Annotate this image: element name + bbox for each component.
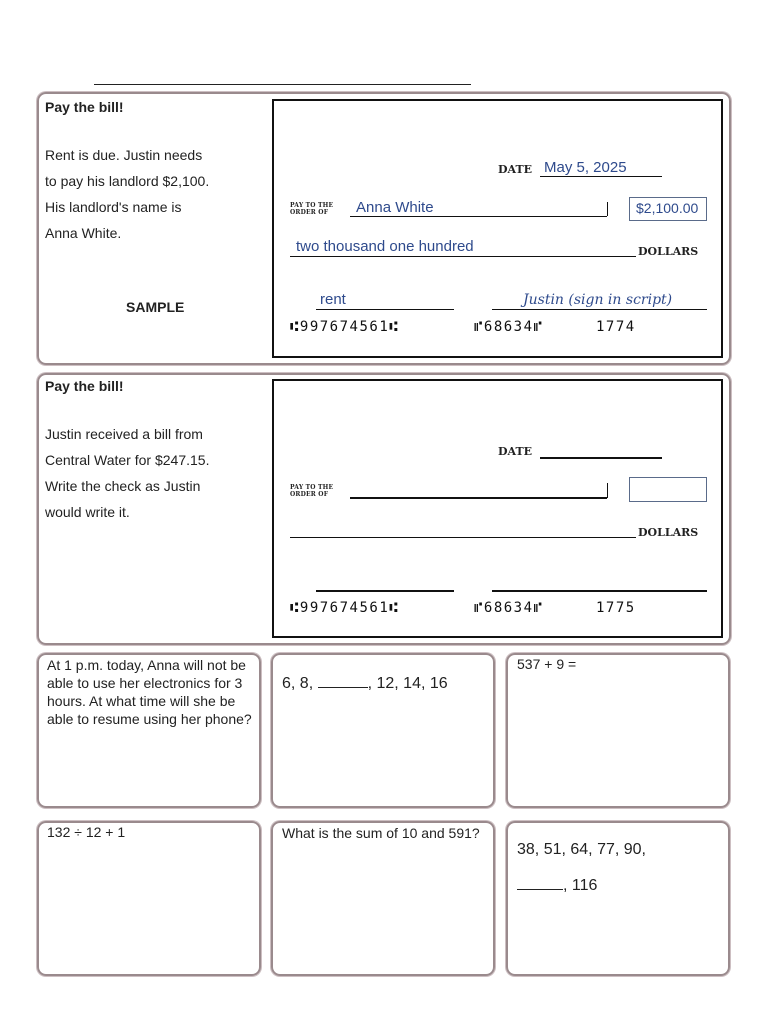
- sum-question: What is the sum of 10 and 591?: [282, 825, 480, 841]
- check-2-payee-line[interactable]: [350, 497, 607, 499]
- check-1-payee-label: PAY TO THE ORDER OF: [290, 202, 334, 216]
- problem-2-title: Pay the bill!: [45, 378, 124, 394]
- check-1-memo-line: [316, 309, 454, 310]
- problem-1-line-2: to pay his landlord $2,100.: [45, 173, 210, 189]
- check-1-memo[interactable]: rent: [320, 291, 346, 308]
- check-2-memo-line[interactable]: [316, 590, 454, 592]
- sequence-2-blank[interactable]: [517, 877, 563, 890]
- problem-2-line-4: would write it.: [45, 504, 130, 520]
- check-2: [272, 379, 723, 638]
- problem-1-title: Pay the bill!: [45, 99, 124, 115]
- sample-label: SAMPLE: [126, 299, 185, 315]
- check-2-payee-line-end: [607, 483, 608, 498]
- check-1-date-line: [540, 176, 662, 177]
- sum-question-box: [271, 821, 495, 976]
- check-1-micr-check-number: 1774: [596, 319, 636, 335]
- problem-1-line-3: His landlord's name is: [45, 199, 182, 215]
- check-2-micr-account: ⑈68634⑈: [474, 600, 544, 616]
- problem-1-line-1: Rent is due. Justin needs: [45, 147, 203, 163]
- check-1-dollars-label: DOLLARS: [638, 245, 699, 258]
- division-problem: 132 ÷ 12 + 1: [47, 824, 126, 840]
- check-2-date-label: DATE: [498, 445, 533, 458]
- check-1-signature[interactable]: Justin (sign in script): [523, 292, 673, 308]
- check-2-amount-box[interactable]: [629, 477, 707, 502]
- sequence-1: [282, 674, 448, 694]
- sequence-1-blank[interactable]: [318, 675, 368, 688]
- check-1-written-line: [290, 256, 636, 257]
- time-question: At 1 p.m. today, Anna will not be able to use her electronics for 3 hours. At what time will she be able to resume using her phone?: [47, 657, 252, 727]
- check-1-payee[interactable]: Anna White: [356, 199, 434, 216]
- problem-1-prompt: [45, 94, 265, 246]
- check-1-micr-account: ⑈68634⑈: [474, 319, 544, 335]
- check-2-signature-line[interactable]: [492, 590, 707, 592]
- check-1-written-amount[interactable]: two thousand one hundred: [296, 238, 474, 255]
- sequence-2-end: , 116: [563, 877, 598, 894]
- sequence-1-end: , 12, 14, 16: [367, 675, 448, 692]
- problem-2-line-2: Central Water for $247.15.: [45, 452, 210, 468]
- check-1-amount-box[interactable]: [629, 197, 707, 221]
- check-1-date-value[interactable]: May 5, 2025: [544, 159, 627, 176]
- check-2-payee-label: PAY TO THE ORDER OF: [290, 484, 334, 498]
- sequence-1-start: 6, 8,: [282, 675, 314, 692]
- check-1-amount: $2,100.00: [636, 200, 699, 216]
- problem-2-line-3: Write the check as Justin: [45, 478, 201, 494]
- check-1-payee-line: [350, 216, 607, 217]
- sequence-2-line-1: 38, 51, 64, 77, 90,: [517, 841, 646, 858]
- sequence-2-line-2: [517, 877, 597, 895]
- addition-box: [506, 653, 730, 808]
- division-box: [37, 821, 261, 976]
- check-1-micr-routing: ⑆997674561⑆: [290, 319, 400, 335]
- check-1-payee-line-end: [607, 202, 608, 216]
- problem-1-line-4: Anna White.: [45, 225, 122, 241]
- check-2-date-line[interactable]: [540, 457, 662, 459]
- check-2-written-line[interactable]: [290, 537, 636, 538]
- check-2-dollars-label: DOLLARS: [638, 526, 699, 539]
- check-1-date-label: DATE: [498, 163, 533, 176]
- check-1-signature-line: [492, 309, 707, 310]
- name-line: [94, 84, 471, 85]
- check-2-micr-check-number: 1775: [596, 600, 636, 616]
- problem-2-line-1: Justin received a bill from: [45, 426, 203, 442]
- check-1: [272, 99, 723, 358]
- problem-2-prompt: [45, 373, 265, 525]
- check-2-micr-routing: ⑆997674561⑆: [290, 600, 400, 616]
- addition-problem: 537 + 9 =: [517, 656, 577, 672]
